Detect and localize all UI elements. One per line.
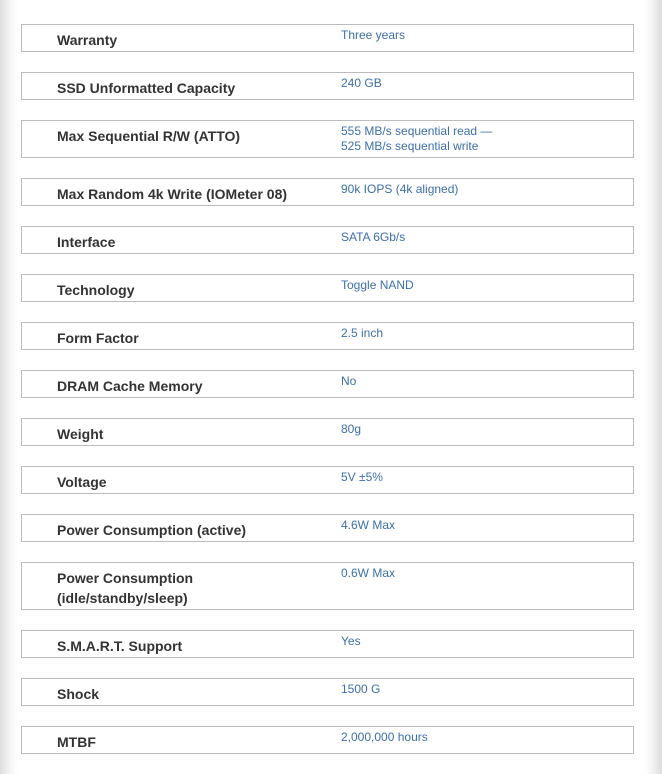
spec-row-form-factor bbox=[21, 322, 634, 350]
spec-row-weight bbox=[21, 418, 634, 446]
spec-value bbox=[341, 730, 621, 745]
spec-value bbox=[341, 76, 621, 91]
spec-value bbox=[341, 422, 621, 437]
spec-row-power-active bbox=[21, 514, 634, 542]
spec-label: DRAM Cache Memory bbox=[57, 378, 203, 394]
spec-value bbox=[341, 326, 621, 341]
spec-row-mtbf bbox=[21, 726, 634, 754]
spec-label: Interface bbox=[57, 234, 116, 250]
spec-label: Power Consumption (active) bbox=[57, 522, 247, 538]
spec-value-line: 1500 G bbox=[341, 682, 381, 696]
spec-row-warranty bbox=[21, 24, 634, 52]
spec-row-capacity bbox=[21, 72, 634, 100]
spec-label: Voltage bbox=[57, 474, 107, 490]
spec-value-line: 2,000,000 hours bbox=[341, 730, 428, 744]
spec-value-line: 555 MB/s sequential read — bbox=[341, 124, 493, 138]
spec-label: S.M.A.R.T. Support bbox=[57, 638, 183, 654]
spec-value-line: 80g bbox=[341, 422, 362, 436]
spec-value bbox=[341, 182, 621, 197]
spec-value-line: SATA 6Gb/s bbox=[341, 230, 406, 244]
spec-row-dram-cache bbox=[21, 370, 634, 398]
spec-value bbox=[341, 28, 621, 43]
spec-value bbox=[341, 470, 621, 485]
spec-label: Max Random 4k Write (IOMeter 08) bbox=[57, 186, 288, 202]
spec-label: Weight bbox=[57, 426, 104, 442]
spec-value-line: Yes bbox=[341, 634, 361, 648]
spec-value-line: 240 GB bbox=[341, 76, 382, 90]
spec-label: Form Factor bbox=[57, 330, 139, 346]
spec-value-line: 90k IOPS (4k aligned) bbox=[341, 182, 459, 196]
spec-label-line: Power Consumption bbox=[57, 570, 194, 586]
spec-label bbox=[57, 568, 317, 608]
spec-row-power-idle bbox=[21, 562, 634, 610]
spec-value bbox=[341, 124, 621, 154]
spec-label-line: (idle/standby/sleep) bbox=[57, 590, 188, 606]
spec-value bbox=[341, 682, 621, 697]
spec-label: SSD Unformatted Capacity bbox=[57, 80, 236, 96]
spec-label: Warranty bbox=[57, 32, 118, 48]
spec-value bbox=[341, 278, 621, 293]
spec-row-technology bbox=[21, 274, 634, 302]
spec-label: Max Sequential R/W (ATTO) bbox=[57, 128, 241, 144]
spec-value bbox=[341, 374, 621, 389]
spec-row-smart bbox=[21, 630, 634, 658]
spec-value-line: Three years bbox=[341, 28, 406, 42]
spec-row-interface bbox=[21, 226, 634, 254]
spec-value-line: 525 MB/s sequential write bbox=[341, 139, 479, 153]
spec-row-shock bbox=[21, 678, 634, 706]
spec-row-random-write bbox=[21, 178, 634, 206]
spec-value-line: No bbox=[341, 374, 357, 388]
spec-row-voltage bbox=[21, 466, 634, 494]
spec-value-line: 0.6W Max bbox=[341, 566, 396, 580]
spec-row-sequential-rw bbox=[21, 120, 634, 158]
spec-value bbox=[341, 230, 621, 245]
spec-value bbox=[341, 518, 621, 533]
spec-label: MTBF bbox=[57, 734, 96, 750]
spec-label: Technology bbox=[57, 282, 135, 298]
spec-value bbox=[341, 634, 621, 649]
spec-value-line: 4.6W Max bbox=[341, 518, 396, 532]
spec-value bbox=[341, 566, 621, 581]
spec-value-line: 2.5 inch bbox=[341, 326, 384, 340]
spec-label: Shock bbox=[57, 686, 100, 702]
spec-value-line: 5V ±5% bbox=[341, 470, 383, 484]
spec-value-line: Toggle NAND bbox=[341, 278, 414, 292]
spec-table bbox=[21, 24, 634, 774]
